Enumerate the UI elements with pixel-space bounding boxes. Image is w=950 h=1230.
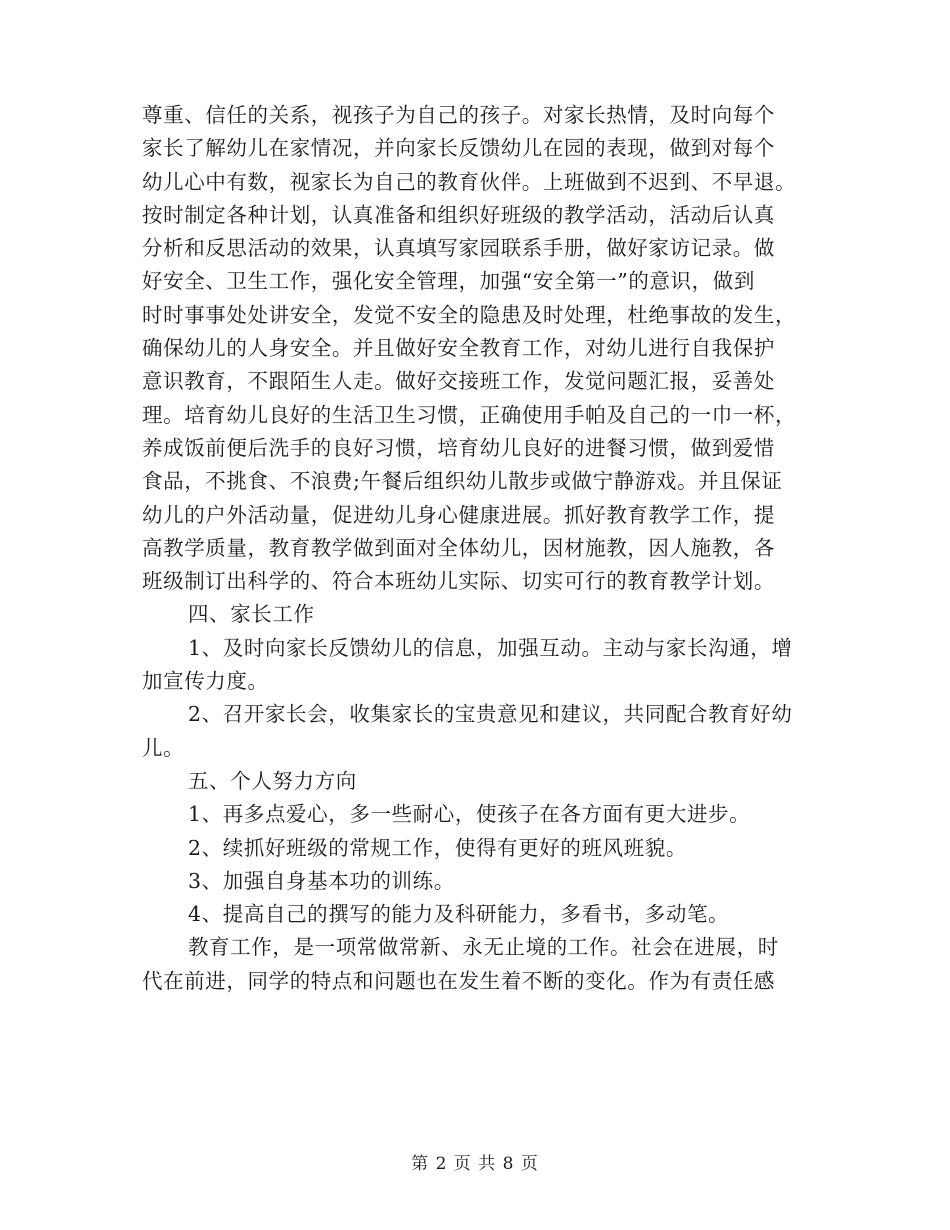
text-line: 四、家长工作 bbox=[188, 602, 315, 627]
text-line: 五、个人努力方向 bbox=[188, 768, 357, 793]
text-line: 加宣传力度。 bbox=[142, 669, 269, 694]
page-footer: 第 2 页 共 8 页 bbox=[411, 1154, 539, 1174]
text-line: 高教学质量，教育教学做到面对全体幼儿，因材施教，因人施教，各 bbox=[142, 535, 775, 560]
text-line: 食品，不挑食、不浪费;午餐后组织幼儿散步或做宁静游戏。并且保证 bbox=[142, 469, 783, 494]
text-line: 按时制定各种计划，认真准备和组织好班级的教学活动，活动后认真 bbox=[142, 202, 775, 227]
text-line: 幼儿心中有数，视家长为自己的教育伙伴。上班做到不迟到、不早退。 bbox=[142, 169, 797, 194]
text-line: 理。培育幼儿良好的生活卫生习惯，正确使用手帕及自己的一巾一杯， bbox=[142, 402, 797, 427]
text-line: 3、加强自身基本功的训练。 bbox=[188, 868, 455, 893]
text-line: 意识教育，不跟陌生人走。做好交接班工作，发觉问题汇报，妥善处 bbox=[142, 369, 775, 394]
text-line: 4、提高自己的撰写的能力及科研能力，多看书，多动笔。 bbox=[188, 902, 730, 927]
text-line: 养成饭前便后洗手的良好习惯，培育幼儿良好的进餐习惯，做到爱惜 bbox=[142, 435, 775, 460]
text-line: 1、及时向家长反馈幼儿的信息，加强互动。主动与家长沟通，增 bbox=[188, 635, 793, 660]
text-line: 教育工作，是一项常做常新、永无止境的工作。社会在进展，时 bbox=[188, 935, 779, 960]
text-line: 儿。 bbox=[142, 735, 185, 760]
text-line: 2、续抓好班级的常规工作，使得有更好的班风班貌。 bbox=[188, 835, 687, 860]
text-line: 分析和反思活动的效果，认真填写家园联系手册，做好家访记录。做 bbox=[142, 236, 775, 261]
document-body bbox=[142, 99, 807, 998]
text-line: 好安全、卫生工作，强化安全管理，加强“安全第一”的意识，做到 bbox=[142, 269, 755, 294]
text-line: 班级制订出科学的、符合本班幼儿实际、切实可行的教育教学计划。 bbox=[142, 569, 775, 594]
text-line: 代在前进，同学的特点和问题也在发生着不断的变化。作为有责任感 bbox=[142, 968, 775, 993]
text-line: 2、召开家长会，收集家长的宝贵意见和建议，共同配合教育好幼 bbox=[188, 702, 793, 727]
text-line: 家长了解幼儿在家情况，并向家长反馈幼儿在园的表现，做到对每个 bbox=[142, 136, 775, 161]
text-line: 尊重、信任的关系，视孩子为自己的孩子。对家长热情，及时向每个 bbox=[142, 103, 775, 127]
text-line: 确保幼儿的人身安全。并且做好安全教育工作，对幼儿进行自我保护 bbox=[142, 336, 775, 361]
text-line: 时时事事处处讲安全，发觉不安全的隐患及时处理，杜绝事故的发生， bbox=[142, 302, 797, 327]
text-line: 1、再多点爱心，多一些耐心，使孩子在各方面有更大进步。 bbox=[188, 802, 751, 827]
text-line: 幼儿的户外活动量，促进幼儿身心健康进展。抓好教育教学工作，提 bbox=[142, 502, 775, 527]
